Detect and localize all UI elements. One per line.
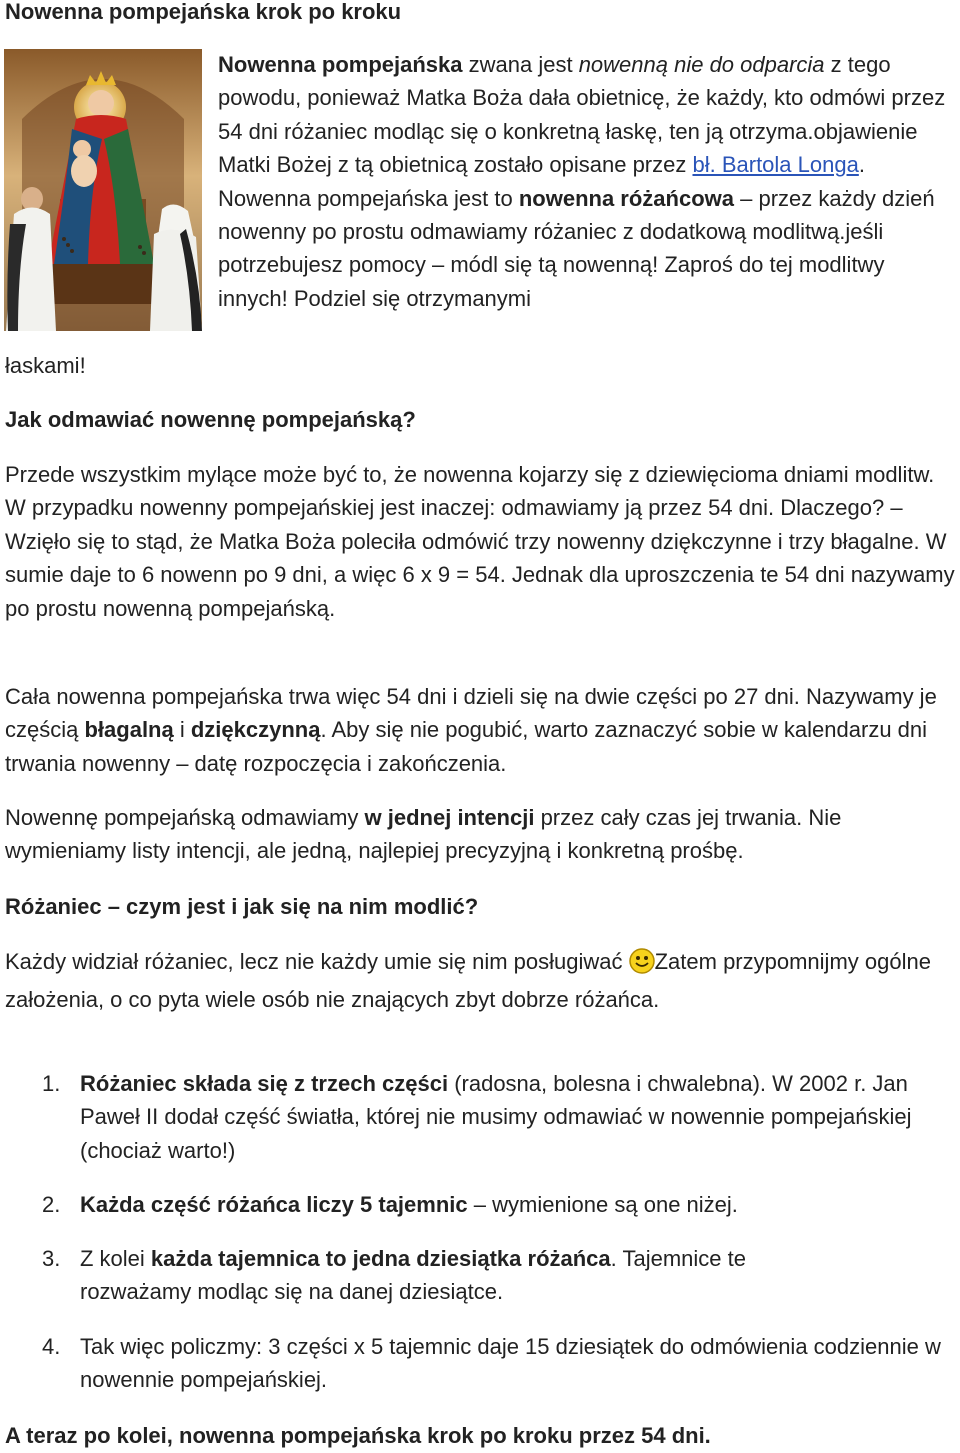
list-body-4: Tak więc policzmy: 3 części x 5 tajemnic daje 15 dziesiątek do odmówienia codziennie w nowennie pompejańskiej. (80, 1334, 941, 1393)
intro-tail: łaskami! (5, 353, 86, 378)
intro-italic-1: nowenną nie do odparcia (578, 52, 825, 77)
intro-text-3: . Nowenna pompejańska jest to (218, 152, 865, 211)
para3-bold-1: w jednej intencji (364, 805, 535, 830)
list-body-2 (80, 1188, 950, 1221)
heading-rosary: Różaniec – czym jest i jak się na nim modlić? (5, 894, 479, 919)
bartolo-longo-link[interactable]: bł. Bartola Longa (692, 152, 859, 178)
intro-text-1: zwana jest (462, 52, 579, 77)
para4-text-1: Każdy widział różaniec, lecz nie każdy umie się nim posługiwać (5, 949, 629, 974)
para2-text-1: Cała nowenna pompejańska trwa więc 54 dni i dzieli się na dwie części po 27 dni. Nazywamy je częścią (5, 684, 937, 743)
intro-text-2: z tego powodu, ponieważ Matka Boża dała obietnicę, że każdy, kto odmówi przez 54 dni różaniec modląc się o konkretną łaskę, ten ją otrzyma.objawienie Matki Bożej z tą obietnicą zostało opisane przez (218, 52, 946, 178)
list-bold-2: Każda część różańca liczy 5 tajemnic (80, 1192, 468, 1217)
para4-text-2: Zatem przypomnijmy ogólne założenia, o co pyta wiele osób nie znających zbyt dobrze różańca. (5, 949, 931, 1013)
para3-text-1: Nowennę pompejańską odmawiamy (5, 805, 365, 830)
madonna-image-art (4, 49, 202, 331)
paragraph-one-intention (5, 801, 955, 868)
list-bold-3: każda tajemnica to jedna dziesiątka różańca (150, 1246, 611, 1271)
intro-paragraph (218, 48, 953, 315)
page-title: Nowenna pompejańska krok po kroku (5, 0, 402, 24)
list-number-1: 1. (42, 1071, 61, 1096)
para2-text-2: i (173, 717, 191, 743)
list-bold-1: Różaniec składa się z trzech części (80, 1071, 449, 1096)
para3-text-2: przez cały czas jej trwania. Nie wymieniamy listy intencji, ale jedną, najlepiej precyzyjną i konkretną prośbę. (5, 805, 842, 864)
list-number-4: 4. (42, 1334, 61, 1359)
intro-bold-2: nowenna różańcowa (518, 185, 735, 211)
list-number-3: 3. (42, 1246, 61, 1271)
para2-text-3: . Aby się nie pogubić, warto zaznaczyć sobie w kalendarzu dni trwania nowenny – datę rozpoczęcia i zakończenia. (5, 717, 928, 776)
list-body-3 (80, 1242, 840, 1309)
smiley-icon (629, 948, 655, 983)
list-pre-3: Z kolei (80, 1246, 151, 1271)
para2-bold-1: błagalną (84, 717, 174, 743)
list-text-2: – wymienione są one niżej. (467, 1192, 738, 1217)
list-text-3: . Tajemnice te rozważamy modląc się na danej dziesiątce. (80, 1246, 746, 1305)
final-heading: A teraz po kolei, nowenna pompejańska krok po kroku przez 54 dni. (5, 1423, 711, 1448)
list-body-1 (80, 1067, 950, 1167)
intro-bold-1: Nowenna pompejańska (218, 52, 463, 77)
list-text-1: (radosna, bolesna i chwalebna). W 2002 r. Jan Paweł II dodał część światła, której nie musimy odmawiać w nowennie pompejańskiej (chociaż warto!) (80, 1071, 912, 1163)
paragraph-two-parts (5, 680, 960, 780)
madonna-image (4, 49, 202, 331)
paragraph-rosary-intro (5, 945, 955, 1017)
intro-text-4: – przez każdy dzień nowenny po prostu odmawiamy różaniec z dodatkową modlitwą.jeśli potrzebujesz pomocy – módl się tą nowenną! Zaproś do tej modlitwy innych! Podziel się otrzymanymi (218, 185, 935, 311)
list-number-2: 2. (42, 1192, 61, 1217)
paragraph-why-54-days: Przede wszystkim mylące może być to, że nowenna kojarzy się z dziewięcioma dniami modlitw. W przypadku nowenny pompejańskiej jest inaczej: odmawiamy ją przez 54 dni. Dlaczego? – Wzięło się to stąd, że Matka Boża poleciła odmówić trzy nowenny dziękczynne i trzy błagalne. W sumie daje to 6 nowenn po 9 dni, a więc 6 x 9 = 54. Jednak dla uproszczenia te 54 dni nazywamy po prostu nowenną pompejańską. (5, 462, 955, 621)
heading-how-to-pray: Jak odmawiać nowennę pompejańską? (5, 407, 416, 432)
para2-bold-2: dziękczynną (190, 717, 321, 743)
